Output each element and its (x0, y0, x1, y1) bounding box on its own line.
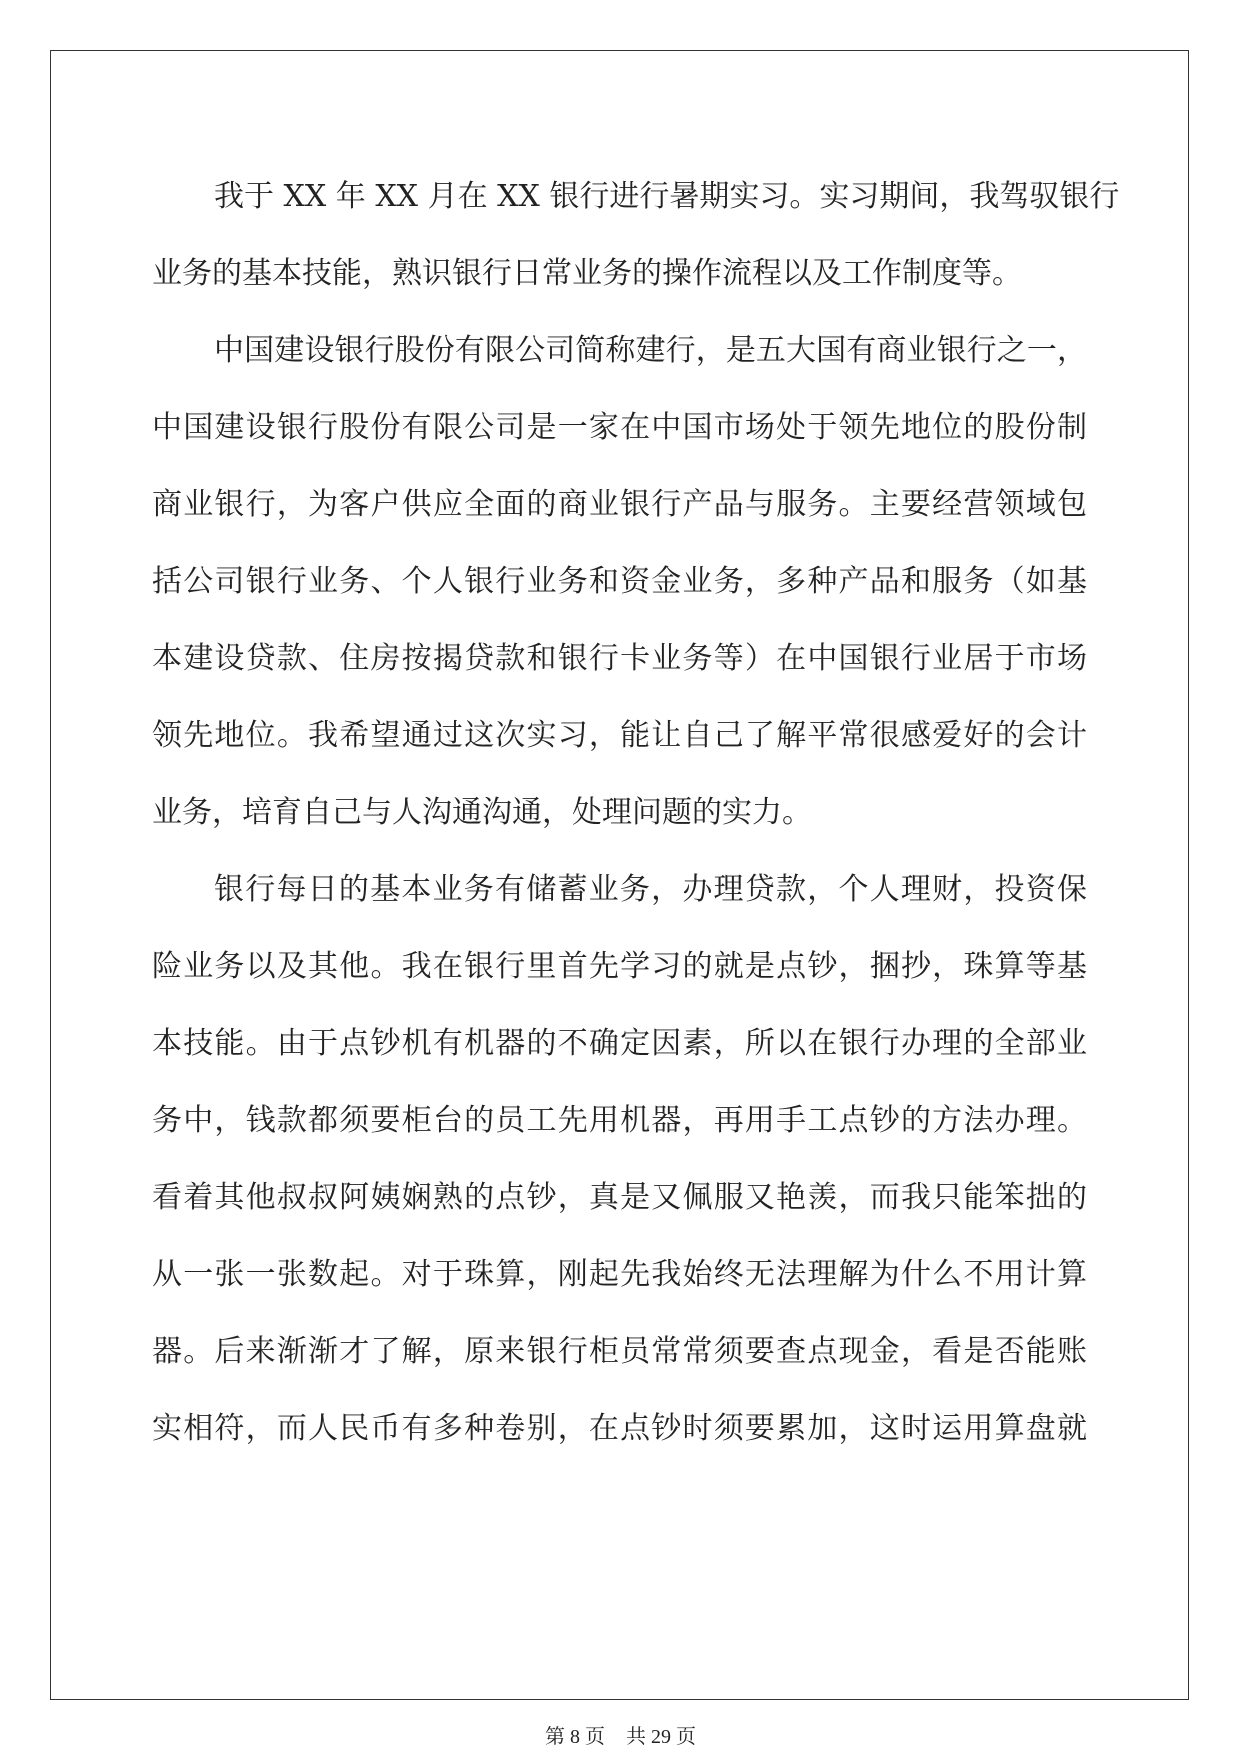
text-line-16: 器。后来渐渐才了解，原来银行柜员常常须要查点现金，看是否能账 (152, 1334, 1087, 1369)
text-line-15: 从一张一张数起。对于珠算，刚起先我始终无法理解为什么不用计算 (152, 1257, 1087, 1292)
text-line-6: 括公司银行业务、个人银行业务和资金业务，多种产品和服务（如基 (152, 564, 1087, 599)
text-line-4: 中国建设银行股份有限公司是一家在中国市场处于领先地位的股份制 (152, 410, 1087, 445)
text-line-3: 中国建设银行股份有限公司简称建行，是五大国有商业银行之一， (214, 333, 1087, 368)
text-line-10: 银行每日的基本业务有储蓄业务，办理贷款，个人理财，投资保 (214, 872, 1087, 907)
text-line-13: 务中，钱款都须要柜台的员工先用机器，再用手工点钞的方法办理。 (152, 1103, 1087, 1138)
text-line-9: 业务，培育自己与人沟通沟通，处理问题的实力。 (152, 795, 812, 830)
text-line-17: 实相符，而人民币有多种卷别，在点钞时须要累加，这时运用算盘就 (152, 1411, 1087, 1446)
page-number: 第 8 页 (545, 1726, 605, 1748)
text-line-8: 领先地位。我希望通过这次实习，能让自己了解平常很感爱好的会计 (152, 718, 1087, 753)
document-body (152, 158, 1120, 1467)
text-line-2: 业务的基本技能，熟识银行日常业务的操作流程以及工作制度等。 (152, 256, 1022, 291)
text-line-7: 本建设贷款、住房按揭贷款和银行卡业务等）在中国银行业居于市场 (152, 641, 1087, 676)
text-line-11: 险业务以及其他。我在银行里首先学习的就是点钞，捆抄，珠算等基 (152, 949, 1087, 984)
page-footer (0, 1720, 1241, 1749)
text-line-12: 本技能。由于点钞机有机器的不确定因素，所以在银行办理的全部业 (152, 1026, 1087, 1061)
page-total: 共 29 页 (626, 1726, 696, 1748)
text-line-1: 我于 XX 年 XX 月在 XX 银行进行暑期实习。实习期间，我驾驭银行 (214, 179, 1120, 214)
text-line-5: 商业银行，为客户供应全面的商业银行产品与服务。主要经营领域包 (152, 487, 1087, 522)
text-line-14: 看着其他叔叔阿姨娴熟的点钞，真是又佩服又艳羡，而我只能笨拙的 (152, 1180, 1087, 1215)
